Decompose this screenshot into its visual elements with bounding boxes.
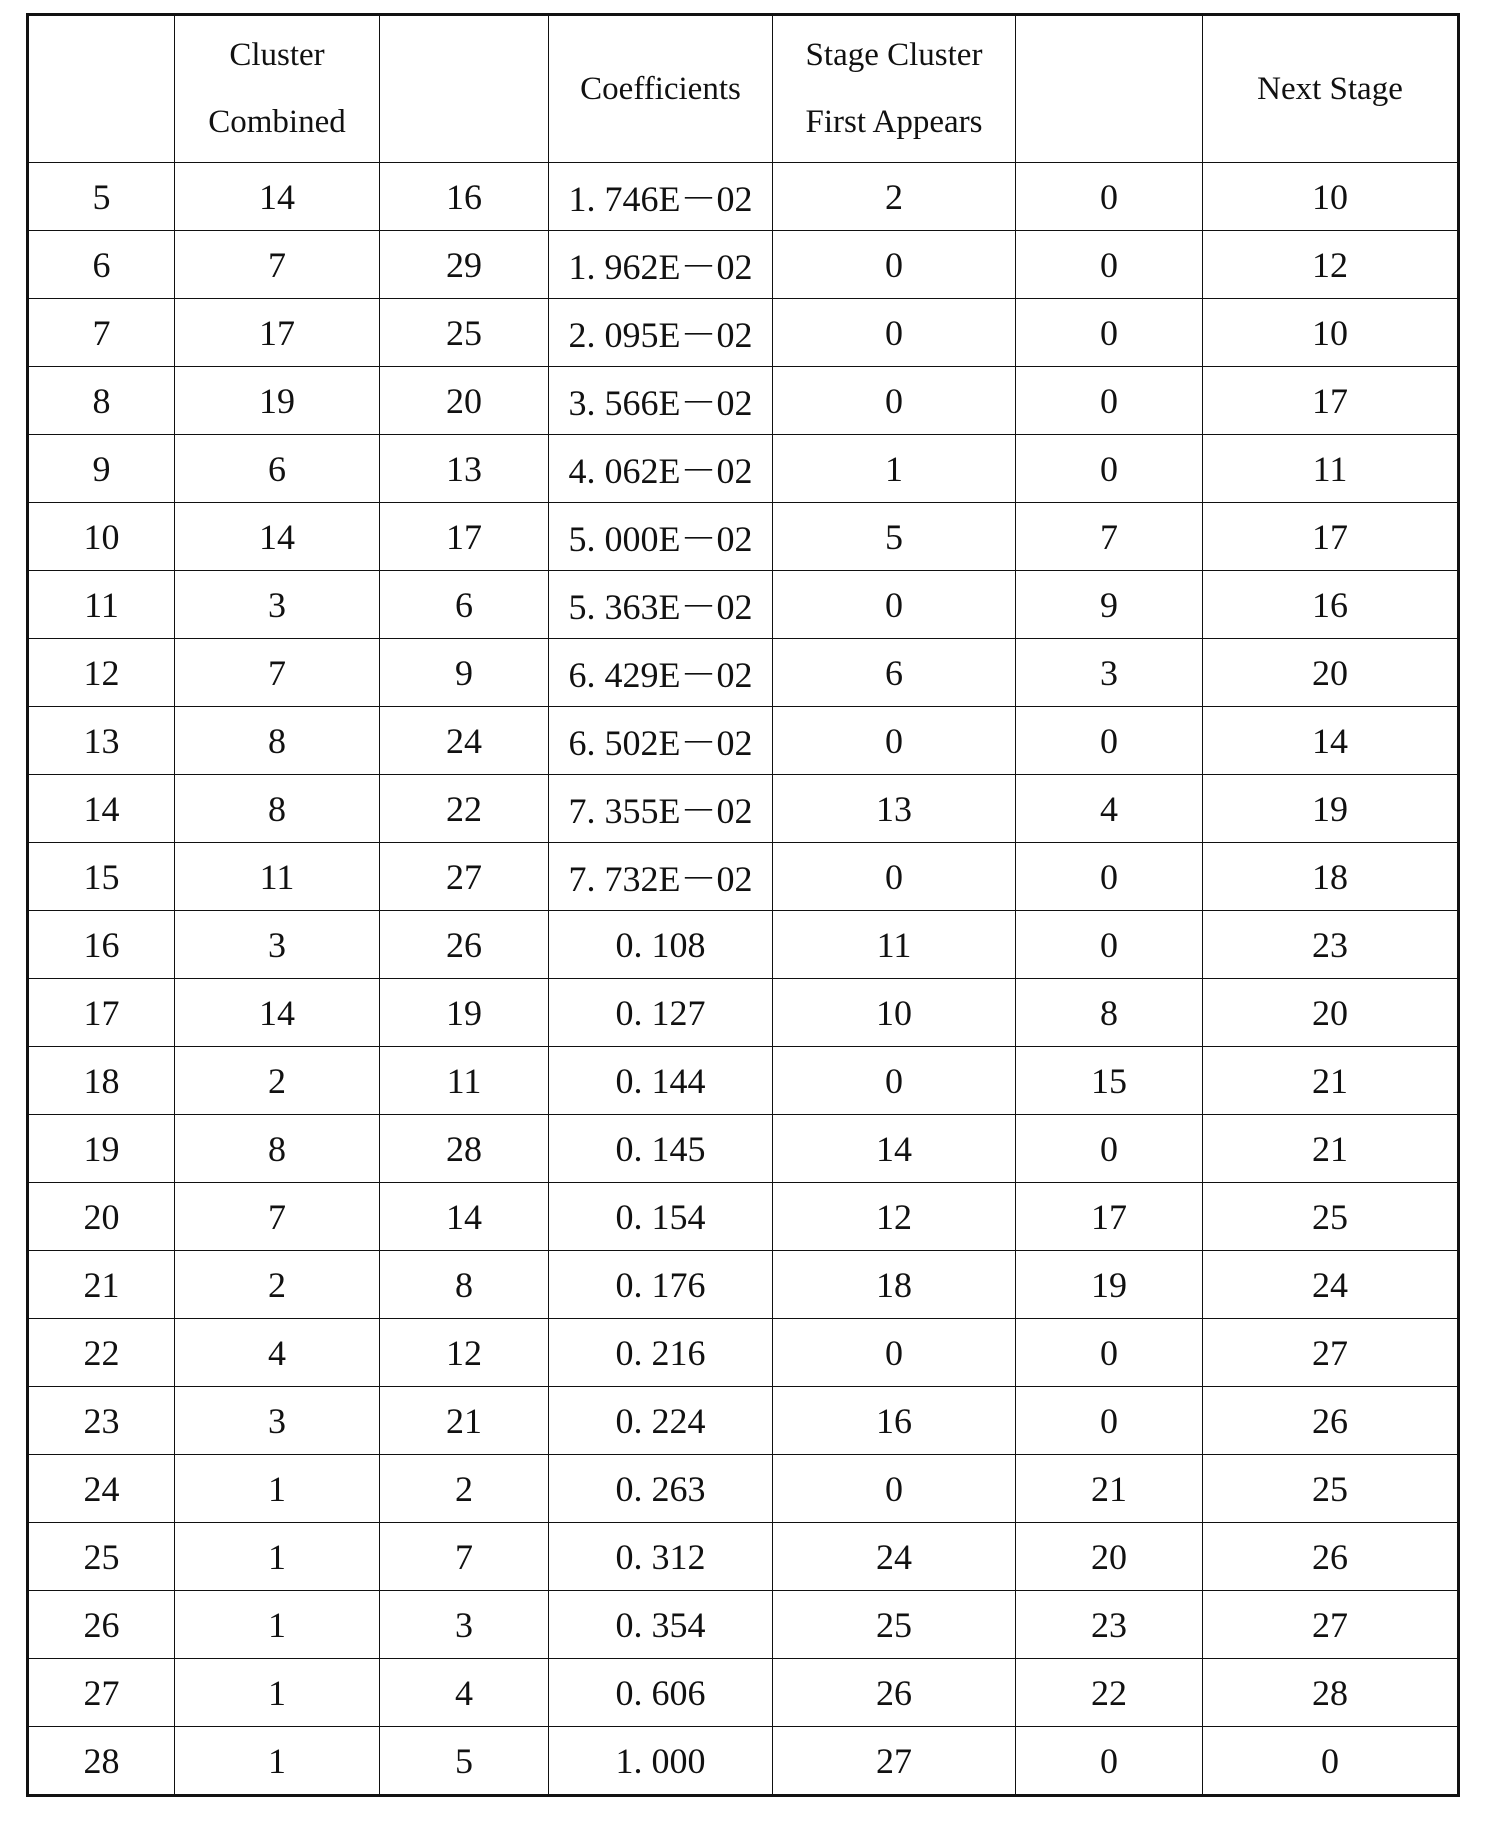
table-row [28, 1251, 1459, 1319]
next-stage-cell: 16 [1203, 571, 1459, 639]
next-stage-cell: 21 [1203, 1047, 1459, 1115]
table-row [28, 843, 1459, 911]
stage-first-2-cell: 20 [1016, 1523, 1203, 1591]
header-row [28, 15, 1459, 163]
cluster2-cell: 27 [380, 843, 549, 911]
cluster2-cell: 16 [380, 163, 549, 231]
stage-first-2-cell: 17 [1016, 1183, 1203, 1251]
stage-first-2-cell: 0 [1016, 707, 1203, 775]
table-row [28, 367, 1459, 435]
coefficient-cell: 5. 363E－02 [549, 571, 773, 639]
next-stage-cell: 21 [1203, 1115, 1459, 1183]
stage-first-1-cell: 13 [773, 775, 1016, 843]
cluster2-cell: 25 [380, 299, 549, 367]
coefficient-cell: 0. 144 [549, 1047, 773, 1115]
stage-first-2-cell: 0 [1016, 367, 1203, 435]
stage-cell: 20 [28, 1183, 175, 1251]
stage-first-1-cell: 27 [773, 1727, 1016, 1796]
cluster2-cell: 21 [380, 1387, 549, 1455]
coefficient-cell: 4. 062E－02 [549, 435, 773, 503]
cluster2-cell: 5 [380, 1727, 549, 1796]
coefficient-cell: 1. 746E－02 [549, 163, 773, 231]
cluster1-cell: 3 [175, 571, 380, 639]
header-stage-first-line2: First Appears [805, 104, 983, 140]
stage-first-2-cell: 15 [1016, 1047, 1203, 1115]
stage-first-2-cell: 8 [1016, 979, 1203, 1047]
next-stage-cell: 17 [1203, 503, 1459, 571]
coefficient-cell: 3. 566E－02 [549, 367, 773, 435]
stage-first-1-cell: 5 [773, 503, 1016, 571]
stage-first-1-cell: 18 [773, 1251, 1016, 1319]
cluster2-cell: 22 [380, 775, 549, 843]
stage-cell: 21 [28, 1251, 175, 1319]
coefficient-cell: 0. 176 [549, 1251, 773, 1319]
next-stage-cell: 27 [1203, 1591, 1459, 1659]
next-stage-cell: 25 [1203, 1183, 1459, 1251]
cluster1-cell: 19 [175, 367, 380, 435]
stage-cell: 17 [28, 979, 175, 1047]
stage-first-1-cell: 14 [773, 1115, 1016, 1183]
cluster2-cell: 3 [380, 1591, 549, 1659]
stage-first-1-cell: 0 [773, 1047, 1016, 1115]
stage-first-2-cell: 0 [1016, 435, 1203, 503]
table-row [28, 1659, 1459, 1727]
table-row [28, 639, 1459, 707]
stage-first-1-cell: 2 [773, 163, 1016, 231]
stage-first-1-cell: 25 [773, 1591, 1016, 1659]
stage-cell: 7 [28, 299, 175, 367]
next-stage-cell: 24 [1203, 1251, 1459, 1319]
cluster1-cell: 1 [175, 1727, 380, 1796]
stage-first-1-cell: 16 [773, 1387, 1016, 1455]
coefficient-cell: 0. 224 [549, 1387, 773, 1455]
stage-first-1-cell: 11 [773, 911, 1016, 979]
stage-first-1-cell: 24 [773, 1523, 1016, 1591]
cluster1-cell: 3 [175, 911, 380, 979]
next-stage-cell: 25 [1203, 1455, 1459, 1523]
table-row [28, 435, 1459, 503]
stage-cell: 13 [28, 707, 175, 775]
cluster2-cell: 9 [380, 639, 549, 707]
next-stage-cell: 17 [1203, 367, 1459, 435]
coefficient-cell: 0. 127 [549, 979, 773, 1047]
stage-cell: 22 [28, 1319, 175, 1387]
stage-first-1-cell: 12 [773, 1183, 1016, 1251]
next-stage-cell: 18 [1203, 843, 1459, 911]
cluster2-cell: 28 [380, 1115, 549, 1183]
stage-first-1-cell: 0 [773, 843, 1016, 911]
cluster1-cell: 7 [175, 1183, 380, 1251]
next-stage-cell: 0 [1203, 1727, 1459, 1796]
stage-first-1-cell: 0 [773, 299, 1016, 367]
table-row [28, 571, 1459, 639]
stage-cell: 10 [28, 503, 175, 571]
stage-first-2-cell: 23 [1016, 1591, 1203, 1659]
header-cluster2 [380, 15, 549, 163]
stage-first-2-cell: 0 [1016, 1115, 1203, 1183]
stage-cell: 14 [28, 775, 175, 843]
cluster1-cell: 3 [175, 1387, 380, 1455]
stage-first-1-cell: 0 [773, 1319, 1016, 1387]
cluster1-cell: 2 [175, 1251, 380, 1319]
cluster2-cell: 17 [380, 503, 549, 571]
coefficient-cell: 7. 732E－02 [549, 843, 773, 911]
coefficient-cell: 1. 962E－02 [549, 231, 773, 299]
stage-cell: 28 [28, 1727, 175, 1796]
cluster2-cell: 13 [380, 435, 549, 503]
cluster1-cell: 14 [175, 979, 380, 1047]
stage-first-1-cell: 0 [773, 571, 1016, 639]
stage-cell: 23 [28, 1387, 175, 1455]
stage-cell: 16 [28, 911, 175, 979]
stage-cell: 19 [28, 1115, 175, 1183]
stage-first-1-cell: 0 [773, 231, 1016, 299]
coefficient-cell: 5. 000E－02 [549, 503, 773, 571]
stage-first-1-cell: 0 [773, 1455, 1016, 1523]
cluster1-cell: 4 [175, 1319, 380, 1387]
cluster2-cell: 24 [380, 707, 549, 775]
stage-first-2-cell: 22 [1016, 1659, 1203, 1727]
coefficient-cell: 0. 108 [549, 911, 773, 979]
cluster1-cell: 8 [175, 1115, 380, 1183]
stage-cell: 8 [28, 367, 175, 435]
stage-cell: 12 [28, 639, 175, 707]
table-row [28, 1115, 1459, 1183]
stage-first-2-cell: 4 [1016, 775, 1203, 843]
header-cluster-combined-line2: Combined [208, 104, 346, 140]
coefficient-cell: 6. 429E－02 [549, 639, 773, 707]
stage-first-2-cell: 0 [1016, 843, 1203, 911]
stage-first-1-cell: 26 [773, 1659, 1016, 1727]
stage-cell: 11 [28, 571, 175, 639]
cluster1-cell: 2 [175, 1047, 380, 1115]
cluster2-cell: 20 [380, 367, 549, 435]
table-container [26, 13, 1460, 1797]
table-row [28, 1727, 1459, 1796]
header-stage-first-line1: Stage Cluster [805, 37, 983, 73]
cluster1-cell: 14 [175, 503, 380, 571]
next-stage-cell: 26 [1203, 1387, 1459, 1455]
next-stage-cell: 26 [1203, 1523, 1459, 1591]
stage-first-2-cell: 0 [1016, 231, 1203, 299]
cluster2-cell: 12 [380, 1319, 549, 1387]
stage-first-2-cell: 19 [1016, 1251, 1203, 1319]
next-stage-cell: 10 [1203, 299, 1459, 367]
stage-first-2-cell: 3 [1016, 639, 1203, 707]
cluster1-cell: 8 [175, 775, 380, 843]
stage-first-2-cell: 21 [1016, 1455, 1203, 1523]
stage-first-1-cell: 0 [773, 707, 1016, 775]
coefficient-cell: 6. 502E－02 [549, 707, 773, 775]
cluster2-cell: 4 [380, 1659, 549, 1727]
cluster1-cell: 7 [175, 639, 380, 707]
table-row [28, 707, 1459, 775]
cluster2-cell: 6 [380, 571, 549, 639]
cluster2-cell: 19 [380, 979, 549, 1047]
cluster2-cell: 26 [380, 911, 549, 979]
table-row [28, 979, 1459, 1047]
coefficient-cell: 0. 606 [549, 1659, 773, 1727]
cluster1-cell: 11 [175, 843, 380, 911]
cluster1-cell: 1 [175, 1523, 380, 1591]
table-row [28, 231, 1459, 299]
cluster2-cell: 8 [380, 1251, 549, 1319]
table-row [28, 299, 1459, 367]
table-row [28, 163, 1459, 231]
table-body [28, 15, 1459, 1796]
cluster1-cell: 17 [175, 299, 380, 367]
table-row [28, 911, 1459, 979]
cluster2-cell: 29 [380, 231, 549, 299]
header-stage [28, 15, 175, 163]
cluster1-cell: 1 [175, 1455, 380, 1523]
next-stage-cell: 12 [1203, 231, 1459, 299]
stage-cell: 9 [28, 435, 175, 503]
table-row [28, 1047, 1459, 1115]
table-row [28, 1591, 1459, 1659]
cluster2-cell: 7 [380, 1523, 549, 1591]
coefficient-cell: 0. 145 [549, 1115, 773, 1183]
header-cluster-combined-line1: Cluster [229, 37, 325, 73]
coefficient-cell: 0. 354 [549, 1591, 773, 1659]
next-stage-cell: 11 [1203, 435, 1459, 503]
stage-first-1-cell: 6 [773, 639, 1016, 707]
stage-cell: 24 [28, 1455, 175, 1523]
next-stage-cell: 28 [1203, 1659, 1459, 1727]
header-coefficients: Coefficients [549, 15, 773, 163]
next-stage-cell: 20 [1203, 639, 1459, 707]
stage-first-2-cell: 0 [1016, 1387, 1203, 1455]
next-stage-cell: 27 [1203, 1319, 1459, 1387]
cluster1-cell: 1 [175, 1659, 380, 1727]
stage-first-2-cell: 0 [1016, 911, 1203, 979]
stage-cell: 27 [28, 1659, 175, 1727]
stage-cell: 18 [28, 1047, 175, 1115]
stage-first-1-cell: 10 [773, 979, 1016, 1047]
next-stage-cell: 20 [1203, 979, 1459, 1047]
cluster1-cell: 7 [175, 231, 380, 299]
coefficient-cell: 2. 095E－02 [549, 299, 773, 367]
stage-cell: 5 [28, 163, 175, 231]
stage-first-2-cell: 0 [1016, 1319, 1203, 1387]
table-row [28, 1455, 1459, 1523]
stage-cell: 6 [28, 231, 175, 299]
table-row [28, 1523, 1459, 1591]
coefficient-cell: 0. 263 [549, 1455, 773, 1523]
next-stage-cell: 19 [1203, 775, 1459, 843]
stage-first-2-cell: 0 [1016, 1727, 1203, 1796]
coefficient-cell: 0. 154 [549, 1183, 773, 1251]
cluster1-cell: 1 [175, 1591, 380, 1659]
coefficient-cell: 0. 216 [549, 1319, 773, 1387]
header-cluster-combined [175, 15, 380, 163]
cluster2-cell: 2 [380, 1455, 549, 1523]
cluster1-cell: 8 [175, 707, 380, 775]
cluster1-cell: 14 [175, 163, 380, 231]
coefficient-cell: 1. 000 [549, 1727, 773, 1796]
stage-first-2-cell: 0 [1016, 163, 1203, 231]
next-stage-cell: 23 [1203, 911, 1459, 979]
table-row [28, 1319, 1459, 1387]
stage-first-1-cell: 1 [773, 435, 1016, 503]
table-row [28, 1183, 1459, 1251]
next-stage-cell: 10 [1203, 163, 1459, 231]
cluster2-cell: 11 [380, 1047, 549, 1115]
table-row [28, 775, 1459, 843]
stage-cell: 26 [28, 1591, 175, 1659]
stage-first-1-cell: 0 [773, 367, 1016, 435]
cluster1-cell: 6 [175, 435, 380, 503]
next-stage-cell: 14 [1203, 707, 1459, 775]
table-row [28, 503, 1459, 571]
stage-first-2-cell: 0 [1016, 299, 1203, 367]
stage-first-2-cell: 9 [1016, 571, 1203, 639]
agglomeration-schedule-table [26, 13, 1460, 1797]
coefficient-cell: 0. 312 [549, 1523, 773, 1591]
stage-cell: 25 [28, 1523, 175, 1591]
coefficient-cell: 7. 355E－02 [549, 775, 773, 843]
stage-cell: 15 [28, 843, 175, 911]
table-row [28, 1387, 1459, 1455]
header-next-stage: Next Stage [1203, 15, 1459, 163]
stage-first-2-cell: 7 [1016, 503, 1203, 571]
cluster2-cell: 14 [380, 1183, 549, 1251]
header-stage-cluster-first-appears [773, 15, 1016, 163]
header-cluster2-first [1016, 15, 1203, 163]
